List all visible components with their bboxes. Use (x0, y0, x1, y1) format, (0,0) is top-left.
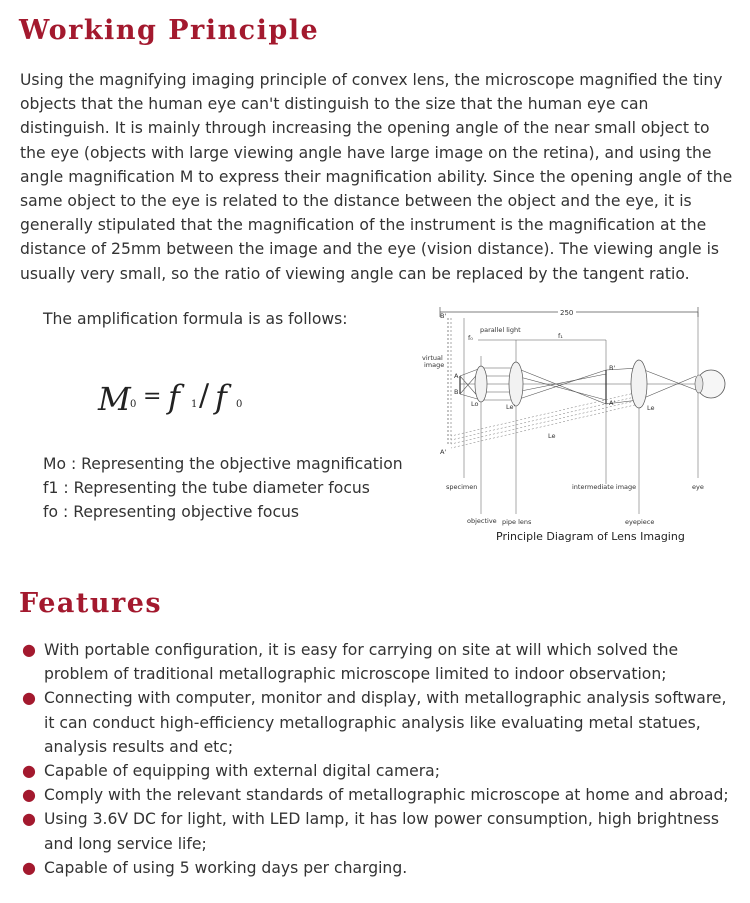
label-B-prime-mid: B' (609, 364, 616, 372)
legend-fo: fo : Representing objective focus (43, 503, 300, 521)
label-f1: f₁ (558, 332, 563, 340)
feature-text: Comply with the relevant standards of metallographic microscope at home and abroad; (44, 786, 729, 805)
label-specimen: specimen (446, 483, 478, 491)
lens-imaging-diagram (418, 296, 730, 548)
formula-sub-0b: 0 (236, 399, 243, 410)
formula-slash: / (199, 378, 210, 413)
bullet-icon: ● (22, 809, 36, 829)
feature-text: Connecting with computer, monitor and display, with metallographic analysis software, it can conduct high-efficiency metallographic analysis like evaluating metal statues, analysis results and etc; (44, 689, 727, 756)
label-objective: objective (467, 517, 497, 525)
bullet-icon: ● (22, 761, 36, 781)
formula-sub-0: 0 (130, 399, 137, 410)
formula-label: The amplification formula is as follows: (43, 310, 348, 328)
list-item (20, 807, 735, 855)
label-A: A (454, 372, 459, 380)
label-f0: f₀ (468, 334, 473, 342)
label-250: 250 (560, 309, 574, 317)
bullet-icon: ● (22, 688, 36, 708)
features-list (20, 638, 735, 880)
label-intermediate-image: intermediate image (572, 483, 637, 491)
formula-f1: f (168, 378, 180, 416)
list-item (20, 783, 735, 807)
legend-mo: Mo : Representing the objective magnification (43, 455, 403, 473)
objective-lens (475, 366, 487, 402)
formula-sub-1: 1 (191, 399, 198, 410)
label-parallel-light: parallel light (480, 326, 521, 334)
label-Lo: Lo (471, 400, 479, 408)
section-title-working-principle: Working Principle (19, 15, 320, 46)
feature-text: Capable of equipping with external digital camera; (44, 762, 440, 781)
list-item (20, 686, 735, 759)
bullet-icon: ● (22, 785, 36, 805)
bullet-icon: ● (22, 640, 36, 659)
formula-legend (43, 452, 403, 524)
eyepiece-lens (631, 360, 647, 408)
formula-M: M (98, 380, 131, 418)
diagram-caption: Principle Diagram of Lens Imaging (496, 530, 685, 543)
list-item (20, 759, 735, 783)
feature-text: With portable configuration, it is easy for carrying on site at will which solved the problem of traditional metallographic microscope limited to indoor observation; (44, 641, 679, 684)
pipe-lens (509, 362, 523, 406)
label-Le-right: Le (647, 404, 655, 412)
label-image: image (424, 361, 445, 369)
intro-paragraph: Using the magnifying imaging principle of convex lens, the microscope magnified the tiny objects that the human eye can't distinguish to the size that the human eye can distinguish. It is mainly through increasing the opening angle of the near small object to the eye (objects with large viewing angle have large image on the retina), and using the angle magnification M to express their magnification ability. Since the opening angle of the same object to the eye is related to the distance between the object and the eye, it is generally stipulated that the magnification of the instrument is the magnification at the distance of 25mm between the image and the eye (vision distance). The viewing angle is usually very small, so the ratio of viewing angle can be replaced by the tangent ratio. (20, 71, 733, 283)
formula-f0: f (215, 378, 227, 416)
label-pipe-lens: pipe lens (502, 518, 532, 526)
label-virtual: virtual (422, 354, 443, 362)
label-A-prime-bottom: A' (440, 448, 447, 456)
magnification-formula (98, 372, 258, 422)
list-item (20, 638, 735, 686)
label-Le-lower: Le (548, 432, 556, 440)
label-eyepiece: eyepiece (625, 518, 655, 526)
label-A-prime-mid: A' (609, 399, 616, 407)
bullet-icon: ● (22, 857, 36, 877)
section-title-features: Features (19, 588, 163, 619)
formula-equals: = (143, 384, 162, 409)
label-Le-prime: Le' (506, 403, 516, 411)
legend-f1: f1 : Representing the tube diameter focus (43, 479, 370, 497)
feature-text: Using 3.6V DC for light, with LED lamp, it has low power consumption, high brightness and long service life; (44, 810, 719, 853)
list-item (20, 856, 735, 880)
feature-text: Capable of using 5 working days per charging. (44, 858, 408, 877)
label-B-prime-top: B' (440, 312, 447, 320)
label-eye: eye (692, 483, 704, 491)
label-B: B (454, 388, 459, 396)
